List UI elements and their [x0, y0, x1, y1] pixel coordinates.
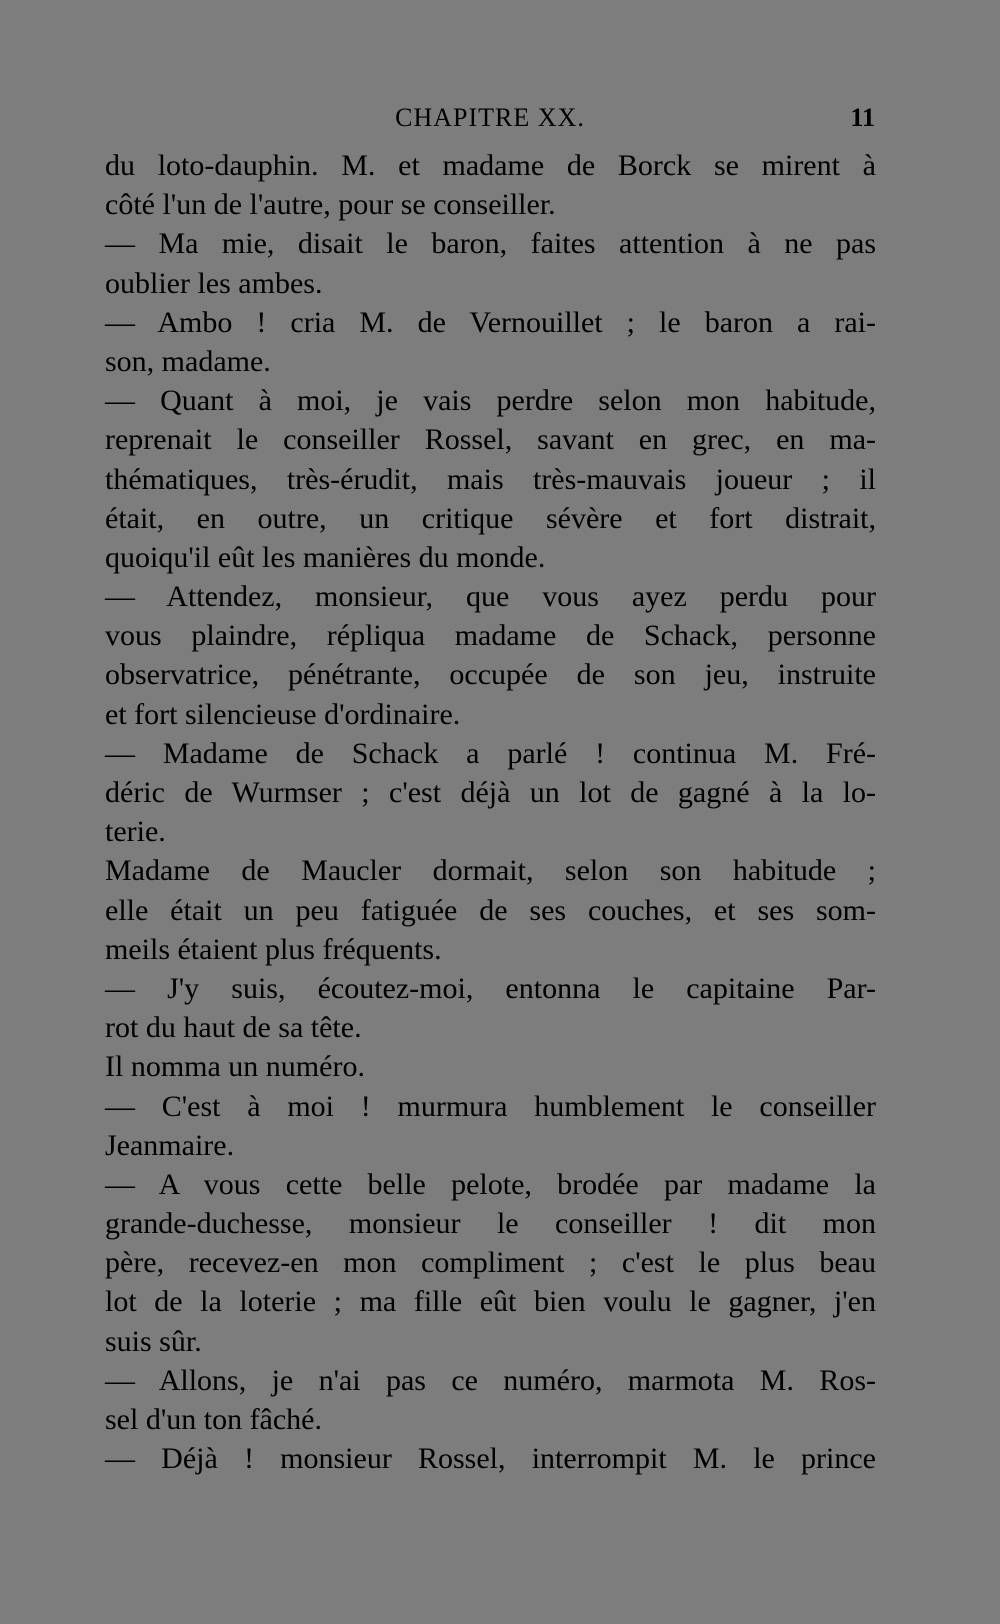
text-line: suis sûr. [105, 1324, 202, 1358]
text-line: — Madame de Schack a parlé ! continua M. Fré- [105, 736, 876, 770]
text-line: reprenait le conseiller Rossel, savant en grec, en ma- [105, 423, 876, 457]
text-line: — C'est à moi ! murmura humblement le conseiller [105, 1089, 876, 1123]
page-header [105, 103, 875, 139]
text-line: son, madame. [105, 344, 271, 378]
text-line: thématiques, très-érudit, mais très-mauvais joueur ; il [105, 462, 876, 496]
text-line: observatrice, pénétrante, occupée de son jeu, instruite [105, 658, 876, 692]
text-line: — A vous cette belle pelote, brodée par madame la [105, 1167, 876, 1201]
text-line: quoiqu'il eût les manières du monde. [105, 540, 546, 574]
text-line: elle était un peu fatiguée de ses couches, et ses som- [105, 893, 876, 927]
text-line: oublier les ambes. [105, 266, 323, 300]
text-line: et fort silencieuse d'ordinaire. [105, 697, 461, 731]
text-line: père, recevez-en mon compliment ; c'est le plus beau [105, 1246, 876, 1280]
text-line: terie. [105, 815, 166, 849]
text-line: meils étaient plus fréquents. [105, 932, 442, 966]
text-line: grande-duchesse, monsieur le conseiller ! dit mon [105, 1207, 876, 1241]
text-line: sel d'un ton fâché. [105, 1403, 323, 1436]
text-line: rot du haut de sa tête. [105, 1011, 362, 1045]
text-line: — Quant à moi, je vais perdre selon mon habitude, [105, 384, 876, 418]
text-line: était, en outre, un critique sévère et fort distrait, [105, 501, 876, 535]
text-line: — Ma mie, disait le baron, faites attention à ne pas [105, 227, 876, 261]
text-line: — Attendez, monsieur, que vous ayez perdu pour [105, 580, 876, 614]
text-line: Jeanmaire. [105, 1128, 235, 1162]
text-line: côté l'un de l'autre, pour se conseiller. [105, 188, 556, 222]
text-line: Madame de Maucler dormait, selon son habitude ; [105, 854, 876, 888]
text-line: — Déjà ! monsieur Rossel, interrompit M. le prince [105, 1442, 876, 1476]
page-number: 11 [850, 103, 875, 132]
text-line: — J'y suis, écoutez-moi, entonna le capitaine Par- [105, 971, 876, 1005]
text-line: Il nomma un numéro. [105, 1050, 365, 1084]
running-head: CHAPITRE XX. [395, 103, 585, 132]
body-text [105, 146, 876, 1478]
text-line: du loto-dauphin. M. et madame de Borck se mirent à [105, 149, 876, 182]
text-line: déric de Wurmser ; c'est déjà un lot de gagné à la lo- [105, 776, 876, 809]
text-line: — Allons, je n'ai pas ce numéro, marmota M. Ros- [105, 1363, 876, 1397]
text-line: lot de la loterie ; ma fille eût bien voulu le gagner, j'en [105, 1285, 876, 1319]
text-line: — Ambo ! cria M. de Vernouillet ; le baron a rai- [105, 305, 876, 339]
text-line: vous plaindre, répliqua madame de Schack, personne [105, 619, 876, 653]
